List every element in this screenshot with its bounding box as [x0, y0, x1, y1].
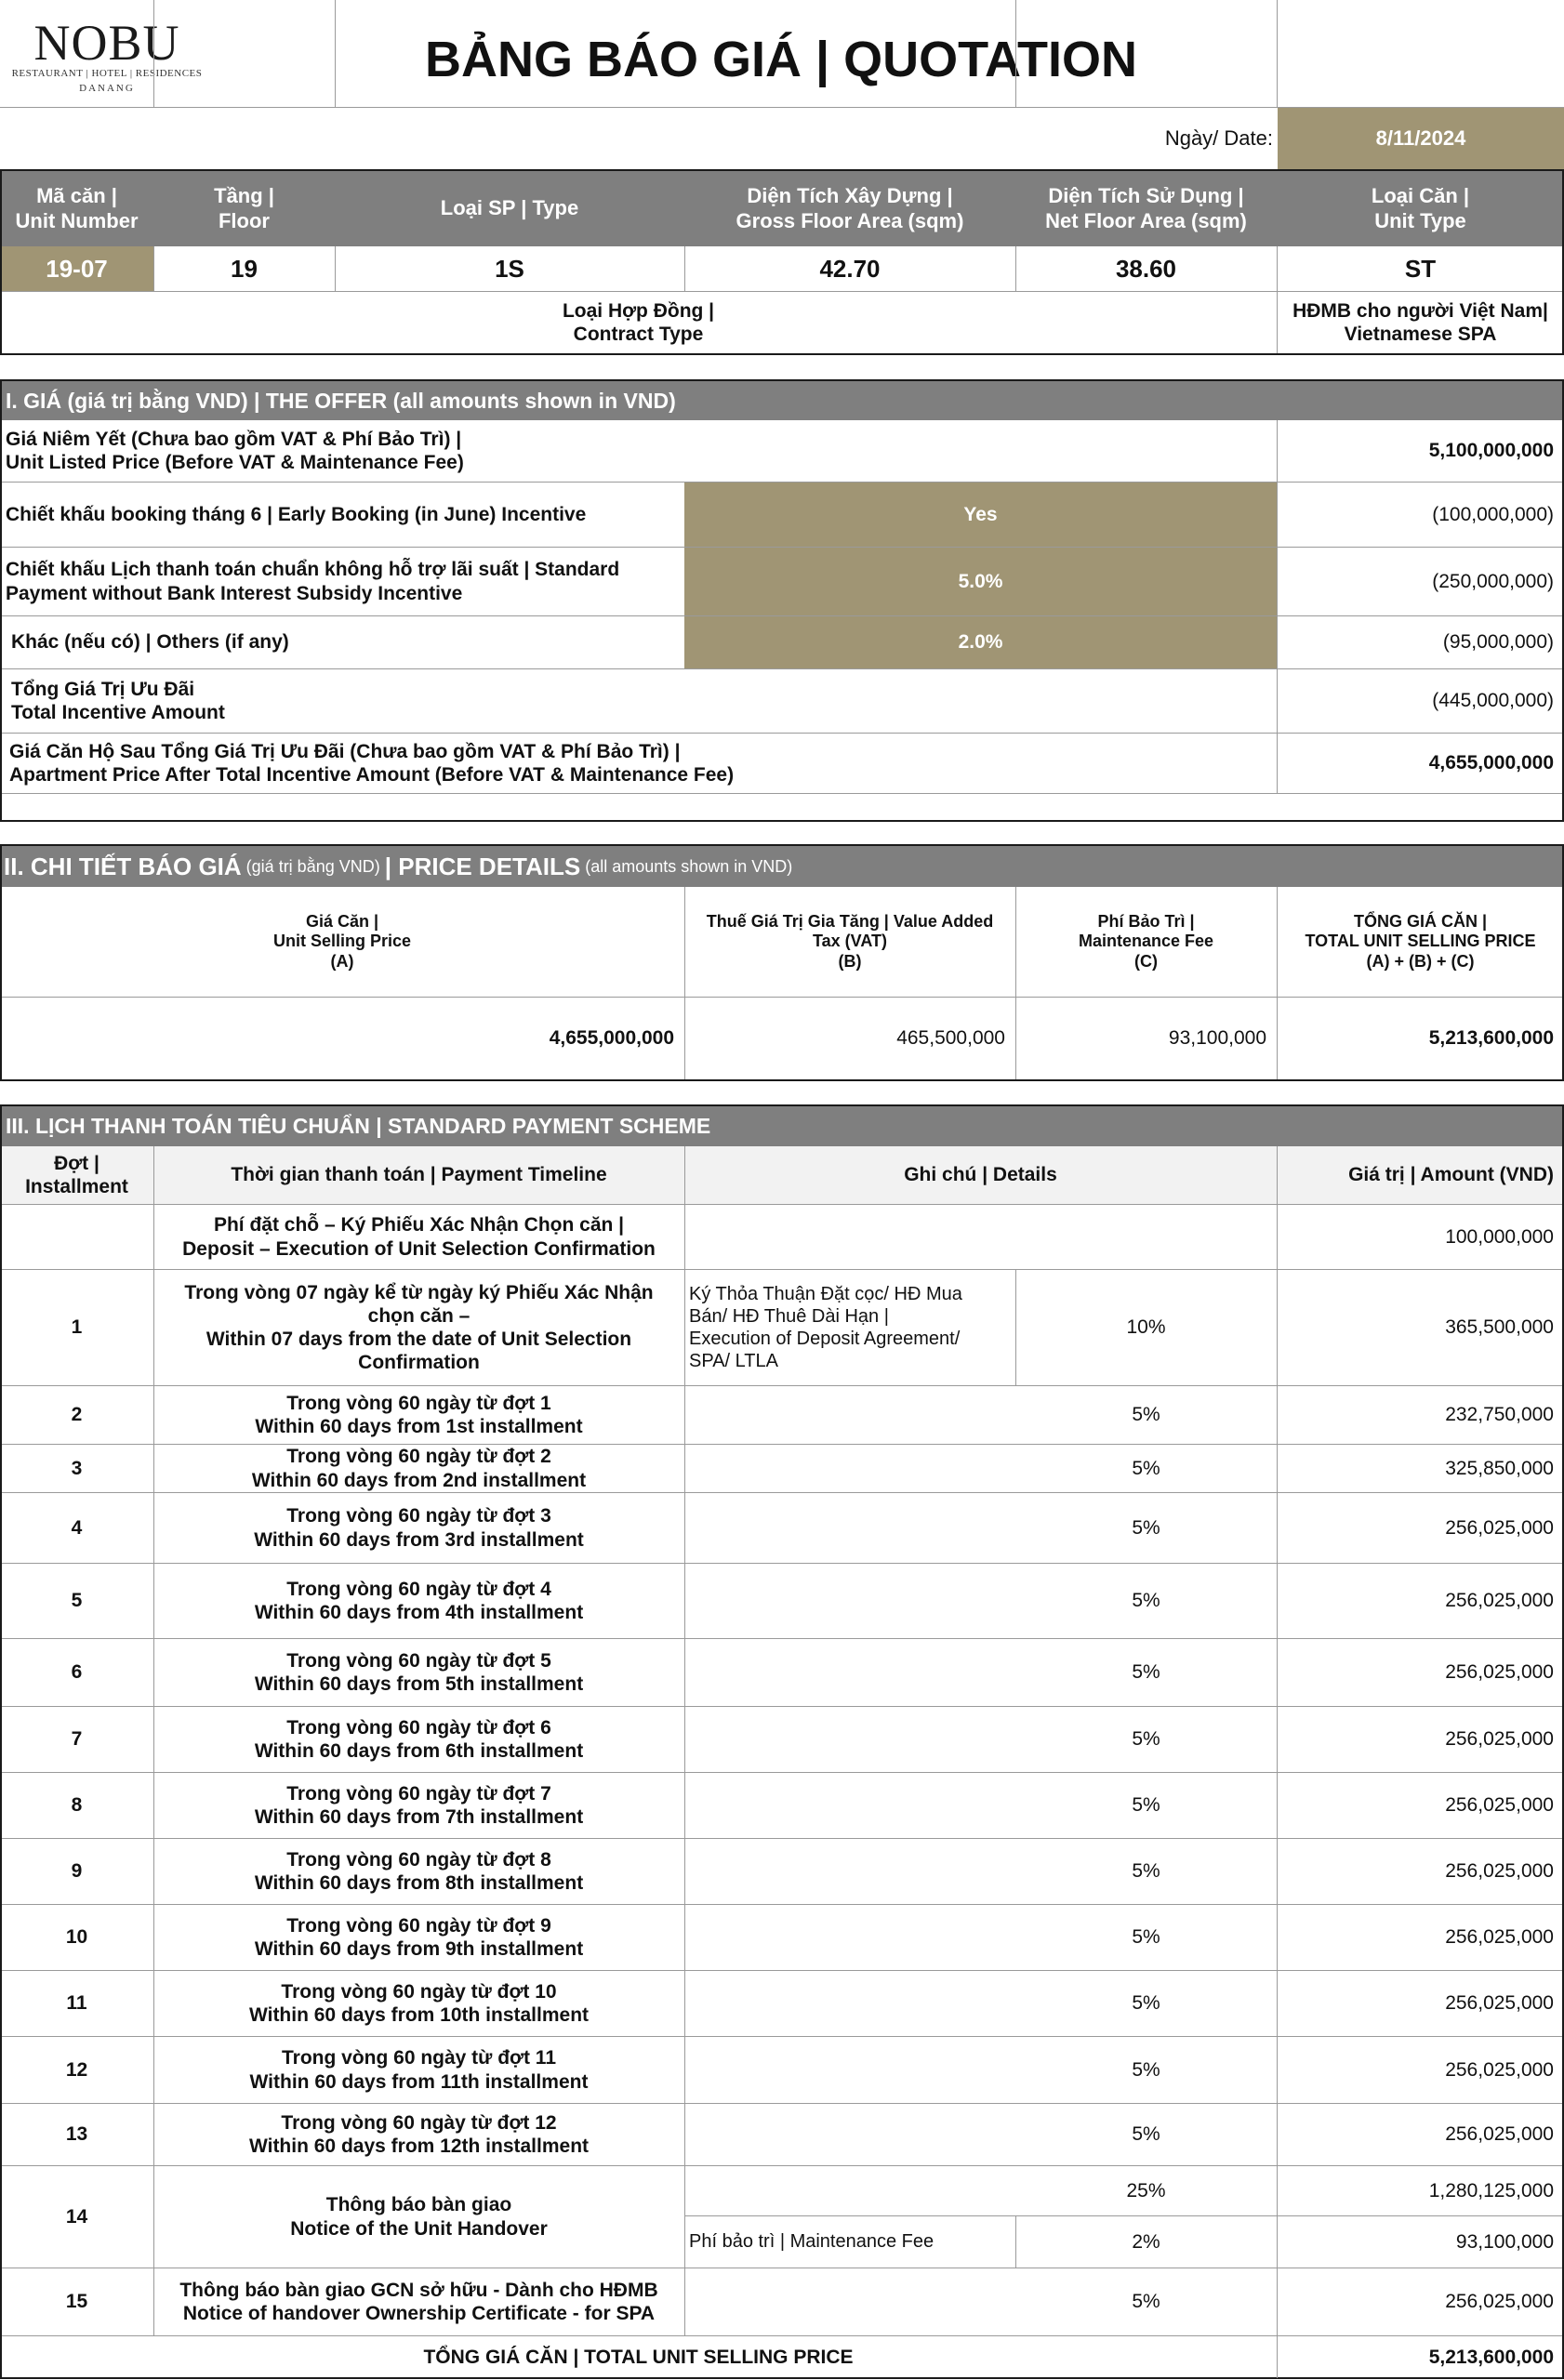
total-selling-price-header: TỔNG GIÁ CĂN | TOTAL UNIT SELLING PRICE (A) + (B) + (C): [1305, 911, 1536, 971]
logo-city: DANANG: [79, 83, 135, 94]
installment-9-timeline: Trong vòng 60 ngày từ đợt 8 Within 60 days from 8th installment: [254, 1848, 584, 1894]
installment-12-pct: 5%: [1132, 2058, 1160, 2081]
deposit-timeline: Phí đặt chỗ – Ký Phiếu Xác Nhận Chọn căn | Deposit – Execution of Unit Selection Confirmation: [182, 1214, 656, 1260]
contract-type-label: Loại Hợp Đồng | Contract Type: [562, 299, 715, 345]
standard-payment-label: Chiết khấu Lịch thanh toán chuẩn không hỗ trợ lãi suất | Standard Payment without Bank Interest Subsidy Incentive: [6, 559, 620, 604]
details-heading-unit: (giá trị bằng VND): [241, 856, 385, 876]
installment-5-pct: 5%: [1132, 1590, 1160, 1611]
logo-wordmark: NOBU: [33, 15, 180, 71]
installment-13-pct: 5%: [1132, 2123, 1160, 2145]
schedule-total-label: TỔNG GIÁ CĂN | TOTAL UNIT SELLING PRICE: [423, 2346, 854, 2368]
details-heading-en: | PRICE DETAILS: [384, 852, 581, 880]
installment-2-amount: 232,750,000: [1445, 1404, 1554, 1425]
logo: [7, 13, 207, 97]
vat-header: Thuế Giá Trị Gia Tăng | Value Added Tax (VAT) (B): [706, 911, 994, 971]
installment-7-timeline: Trong vòng 60 ngày từ đợt 6 Within 60 days from 6th installment: [254, 1716, 584, 1762]
details-heading-en-unit: (all amounts shown in VND): [580, 856, 793, 876]
installment-5-amount: 256,025,000: [1445, 1590, 1554, 1611]
installment-14-pct: 25%: [1126, 2179, 1166, 2202]
installment-6-timeline: Trong vòng 60 ngày từ đợt 5 Within 60 days from 5th installment: [254, 1649, 584, 1695]
installment-10-pct: 5%: [1132, 1926, 1160, 1948]
others-rate: 2.0%: [684, 616, 1277, 668]
standard-payment-rate: 5.0%: [684, 548, 1277, 615]
maintenance-fee-amount: 93,100,000: [1455, 2230, 1554, 2253]
nfa-value: 38.60: [1115, 254, 1177, 283]
installment-15-amount: 256,025,000: [1445, 2291, 1554, 2312]
installment-11-no: 11: [66, 1992, 87, 2014]
details-heading-main: II. CHI TIẾT BÁO GIÁ: [4, 852, 242, 880]
installment-1-amount: 365,500,000: [1445, 1316, 1554, 1338]
details-header: Ghi chú | Details: [904, 1164, 1057, 1185]
installment-3-pct: 5%: [1132, 1457, 1160, 1479]
gfa-value: 42.70: [819, 254, 881, 283]
installment-14-no: 14: [65, 2205, 88, 2228]
installment-10-amount: 256,025,000: [1445, 1926, 1554, 1948]
installment-8-pct: 5%: [1132, 1794, 1160, 1816]
installment-5-no: 5: [71, 1590, 83, 1611]
installment-11-pct: 5%: [1132, 1992, 1160, 2014]
installment-7-pct: 5%: [1132, 1728, 1160, 1750]
early-booking-flag: Yes: [684, 483, 1277, 547]
floor-value: 19: [231, 254, 258, 283]
installment-12-no: 12: [65, 2058, 88, 2081]
installment-7-amount: 256,025,000: [1445, 1728, 1554, 1750]
date-label: Ngày/ Date:: [1164, 126, 1273, 150]
installment-6-amount: 256,025,000: [1445, 1661, 1554, 1683]
installment-10-no: 10: [65, 1926, 88, 1948]
installment-5-timeline: Trong vòng 60 ngày từ đợt 4 Within 60 days from 4th installment: [254, 1578, 584, 1623]
installment-3-no: 3: [71, 1457, 83, 1479]
installment-1-note: Ký Thỏa Thuận Đặt cọc/ HĐ Mua Bán/ HĐ Thuê Dài Hạn | Execution of Deposit Agreement/ SPA/ LTLA: [689, 1284, 962, 1371]
installment-4-pct: 5%: [1132, 1516, 1160, 1539]
contract-type-value: HĐMB cho người Việt Nam| Vietnamese SPA: [1292, 299, 1548, 345]
installment-15-pct: 5%: [1132, 2291, 1160, 2312]
installment-14-timeline: Thông báo bàn giao Notice of the Unit Handover: [290, 2194, 548, 2240]
details-heading: [0, 846, 1564, 887]
installment-1-timeline: Trong vòng 07 ngày kể từ ngày ký Phiếu Xác Nhận chọn căn – Within 07 days from the date of Unit Selection Confirmation: [184, 1281, 654, 1374]
price-after-incentive-value: 4,655,000,000: [1428, 752, 1554, 774]
unit-type-header: Loại Căn | Unit Type: [1371, 184, 1470, 232]
installment-8-no: 8: [71, 1794, 83, 1816]
vat-value: 465,500,000: [896, 1027, 1005, 1049]
unit-number-value: 19-07: [0, 246, 153, 291]
type-header: Loại SP | Type: [440, 196, 579, 220]
installment-12-timeline: Trong vòng 60 ngày từ đợt 11 Within 60 days from 11th installment: [249, 2047, 589, 2093]
total-incentive-label: Tổng Giá Trị Ưu Đãi Total Incentive Amount: [11, 678, 225, 723]
installment-4-amount: 256,025,000: [1445, 1516, 1554, 1539]
maintenance-fee-value: 93,100,000: [1168, 1027, 1266, 1049]
installment-2-timeline: Trong vòng 60 ngày từ đợt 1 Within 60 days from 1st installment: [255, 1392, 583, 1437]
listed-price-value: 5,100,000,000: [1428, 440, 1554, 461]
installment-8-timeline: Trong vòng 60 ngày từ đợt 7 Within 60 days from 7th installment: [254, 1782, 584, 1828]
installment-10-timeline: Trong vòng 60 ngày từ đợt 9 Within 60 days from 9th installment: [254, 1914, 584, 1960]
page-title: BẢNG BÁO GIÁ | QUOTATION: [424, 32, 1138, 87]
maintenance-fee-header: Phí Bảo Trì | Maintenance Fee (C): [1078, 911, 1214, 971]
logo-tagline: RESTAURANT | HOTEL | RESIDENCES: [11, 68, 203, 79]
installment-7-no: 7: [71, 1728, 83, 1750]
early-booking-label: Chiết khấu booking tháng 6 | Early Booking (in June) Incentive: [6, 503, 587, 525]
schedule-total-value: 5,213,600,000: [1428, 2346, 1554, 2368]
installment-1-no: 1: [71, 1316, 83, 1338]
total-selling-price-value: 5,213,600,000: [1428, 1027, 1554, 1049]
offer-heading: I. GIÁ (giá trị bằng VND) | THE OFFER (all amounts shown in VND): [0, 381, 1564, 420]
schedule-heading: III. LỊCH THANH TOÁN TIÊU CHUẨN | STANDARD PAYMENT SCHEME: [0, 1106, 1564, 1146]
installment-11-timeline: Trong vòng 60 ngày từ đợt 10 Within 60 days from 10th installment: [248, 1980, 590, 2026]
early-booking-value: (100,000,000): [1432, 503, 1554, 525]
installment-4-timeline: Trong vòng 60 ngày từ đợt 3 Within 60 days from 3rd installment: [254, 1505, 584, 1551]
installment-8-amount: 256,025,000: [1445, 1794, 1554, 1816]
nfa-header: Diện Tích Sử Dụng | Net Floor Area (sqm): [1045, 184, 1247, 232]
total-incentive-value: (445,000,000): [1432, 690, 1554, 711]
deposit-amount: 100,000,000: [1445, 1225, 1554, 1248]
installment-9-pct: 5%: [1132, 1860, 1160, 1882]
unit-type-value: ST: [1404, 254, 1437, 283]
installment-6-pct: 5%: [1132, 1661, 1160, 1683]
installment-15-timeline: Thông báo bàn giao GCN sở hữu - Dành cho HĐMB Notice of handover Ownership Certificate - for SPA: [179, 2279, 658, 2324]
installment-13-amount: 256,025,000: [1445, 2123, 1554, 2145]
others-label: Khác (nếu có) | Others (if any): [11, 631, 289, 653]
maintenance-fee-pct: 2%: [1132, 2230, 1160, 2253]
unit-number-header: Mã căn | Unit Number: [15, 184, 139, 232]
installment-9-no: 9: [71, 1860, 83, 1882]
installment-6-no: 6: [71, 1661, 83, 1683]
installment-header: Đợt | Installment: [25, 1152, 128, 1197]
installment-1-pct: 10%: [1126, 1316, 1166, 1338]
floor-header: Tầng | Floor: [214, 184, 274, 232]
maintenance-fee-note: Phí bảo trì | Maintenance Fee: [689, 2231, 934, 2252]
timeline-header: Thời gian thanh toán | Payment Timeline: [231, 1164, 607, 1185]
type-value: 1S: [495, 254, 524, 283]
listed-price-label: Giá Niêm Yết (Chưa bao gồm VAT & Phí Bảo Trì) | Unit Listed Price (Before VAT & Maintenance Fee): [6, 428, 464, 473]
installment-13-timeline: Trong vòng 60 ngày từ đợt 12 Within 60 days from 12th installment: [248, 2111, 590, 2157]
installment-2-no: 2: [71, 1404, 83, 1425]
others-value: (95,000,000): [1442, 631, 1554, 653]
installment-3-amount: 325,850,000: [1445, 1457, 1554, 1479]
installment-4-no: 4: [71, 1516, 83, 1539]
gfa-header: Diện Tích Xây Dựng | Gross Floor Area (sqm): [736, 184, 964, 232]
amount-header: Giá trị | Amount (VND): [1348, 1164, 1554, 1185]
installment-13-no: 13: [65, 2123, 88, 2145]
installment-11-amount: 256,025,000: [1445, 1992, 1554, 2014]
selling-price-header: Giá Căn | Unit Selling Price (A): [272, 911, 412, 971]
installment-3-timeline: Trong vòng 60 ngày từ đợt 2 Within 60 days from 2nd installment: [251, 1446, 587, 1491]
installment-9-amount: 256,025,000: [1445, 1860, 1554, 1882]
selling-price-value: 4,655,000,000: [549, 1027, 674, 1049]
installment-14-amount: 1,280,125,000: [1428, 2179, 1554, 2202]
installment-12-amount: 256,025,000: [1445, 2058, 1554, 2081]
date-value: 8/11/2024: [1278, 108, 1564, 169]
installment-15-no: 15: [65, 2291, 88, 2312]
installment-2-pct: 5%: [1132, 1404, 1160, 1425]
price-after-incentive-label: Giá Căn Hộ Sau Tổng Giá Trị Ưu Đãi (Chưa bao gồm VAT & Phí Bảo Trì) | Apartment Price After Total Incentive Amount (Before VAT & Maintenance Fee): [9, 740, 735, 786]
standard-payment-value: (250,000,000): [1432, 570, 1554, 592]
